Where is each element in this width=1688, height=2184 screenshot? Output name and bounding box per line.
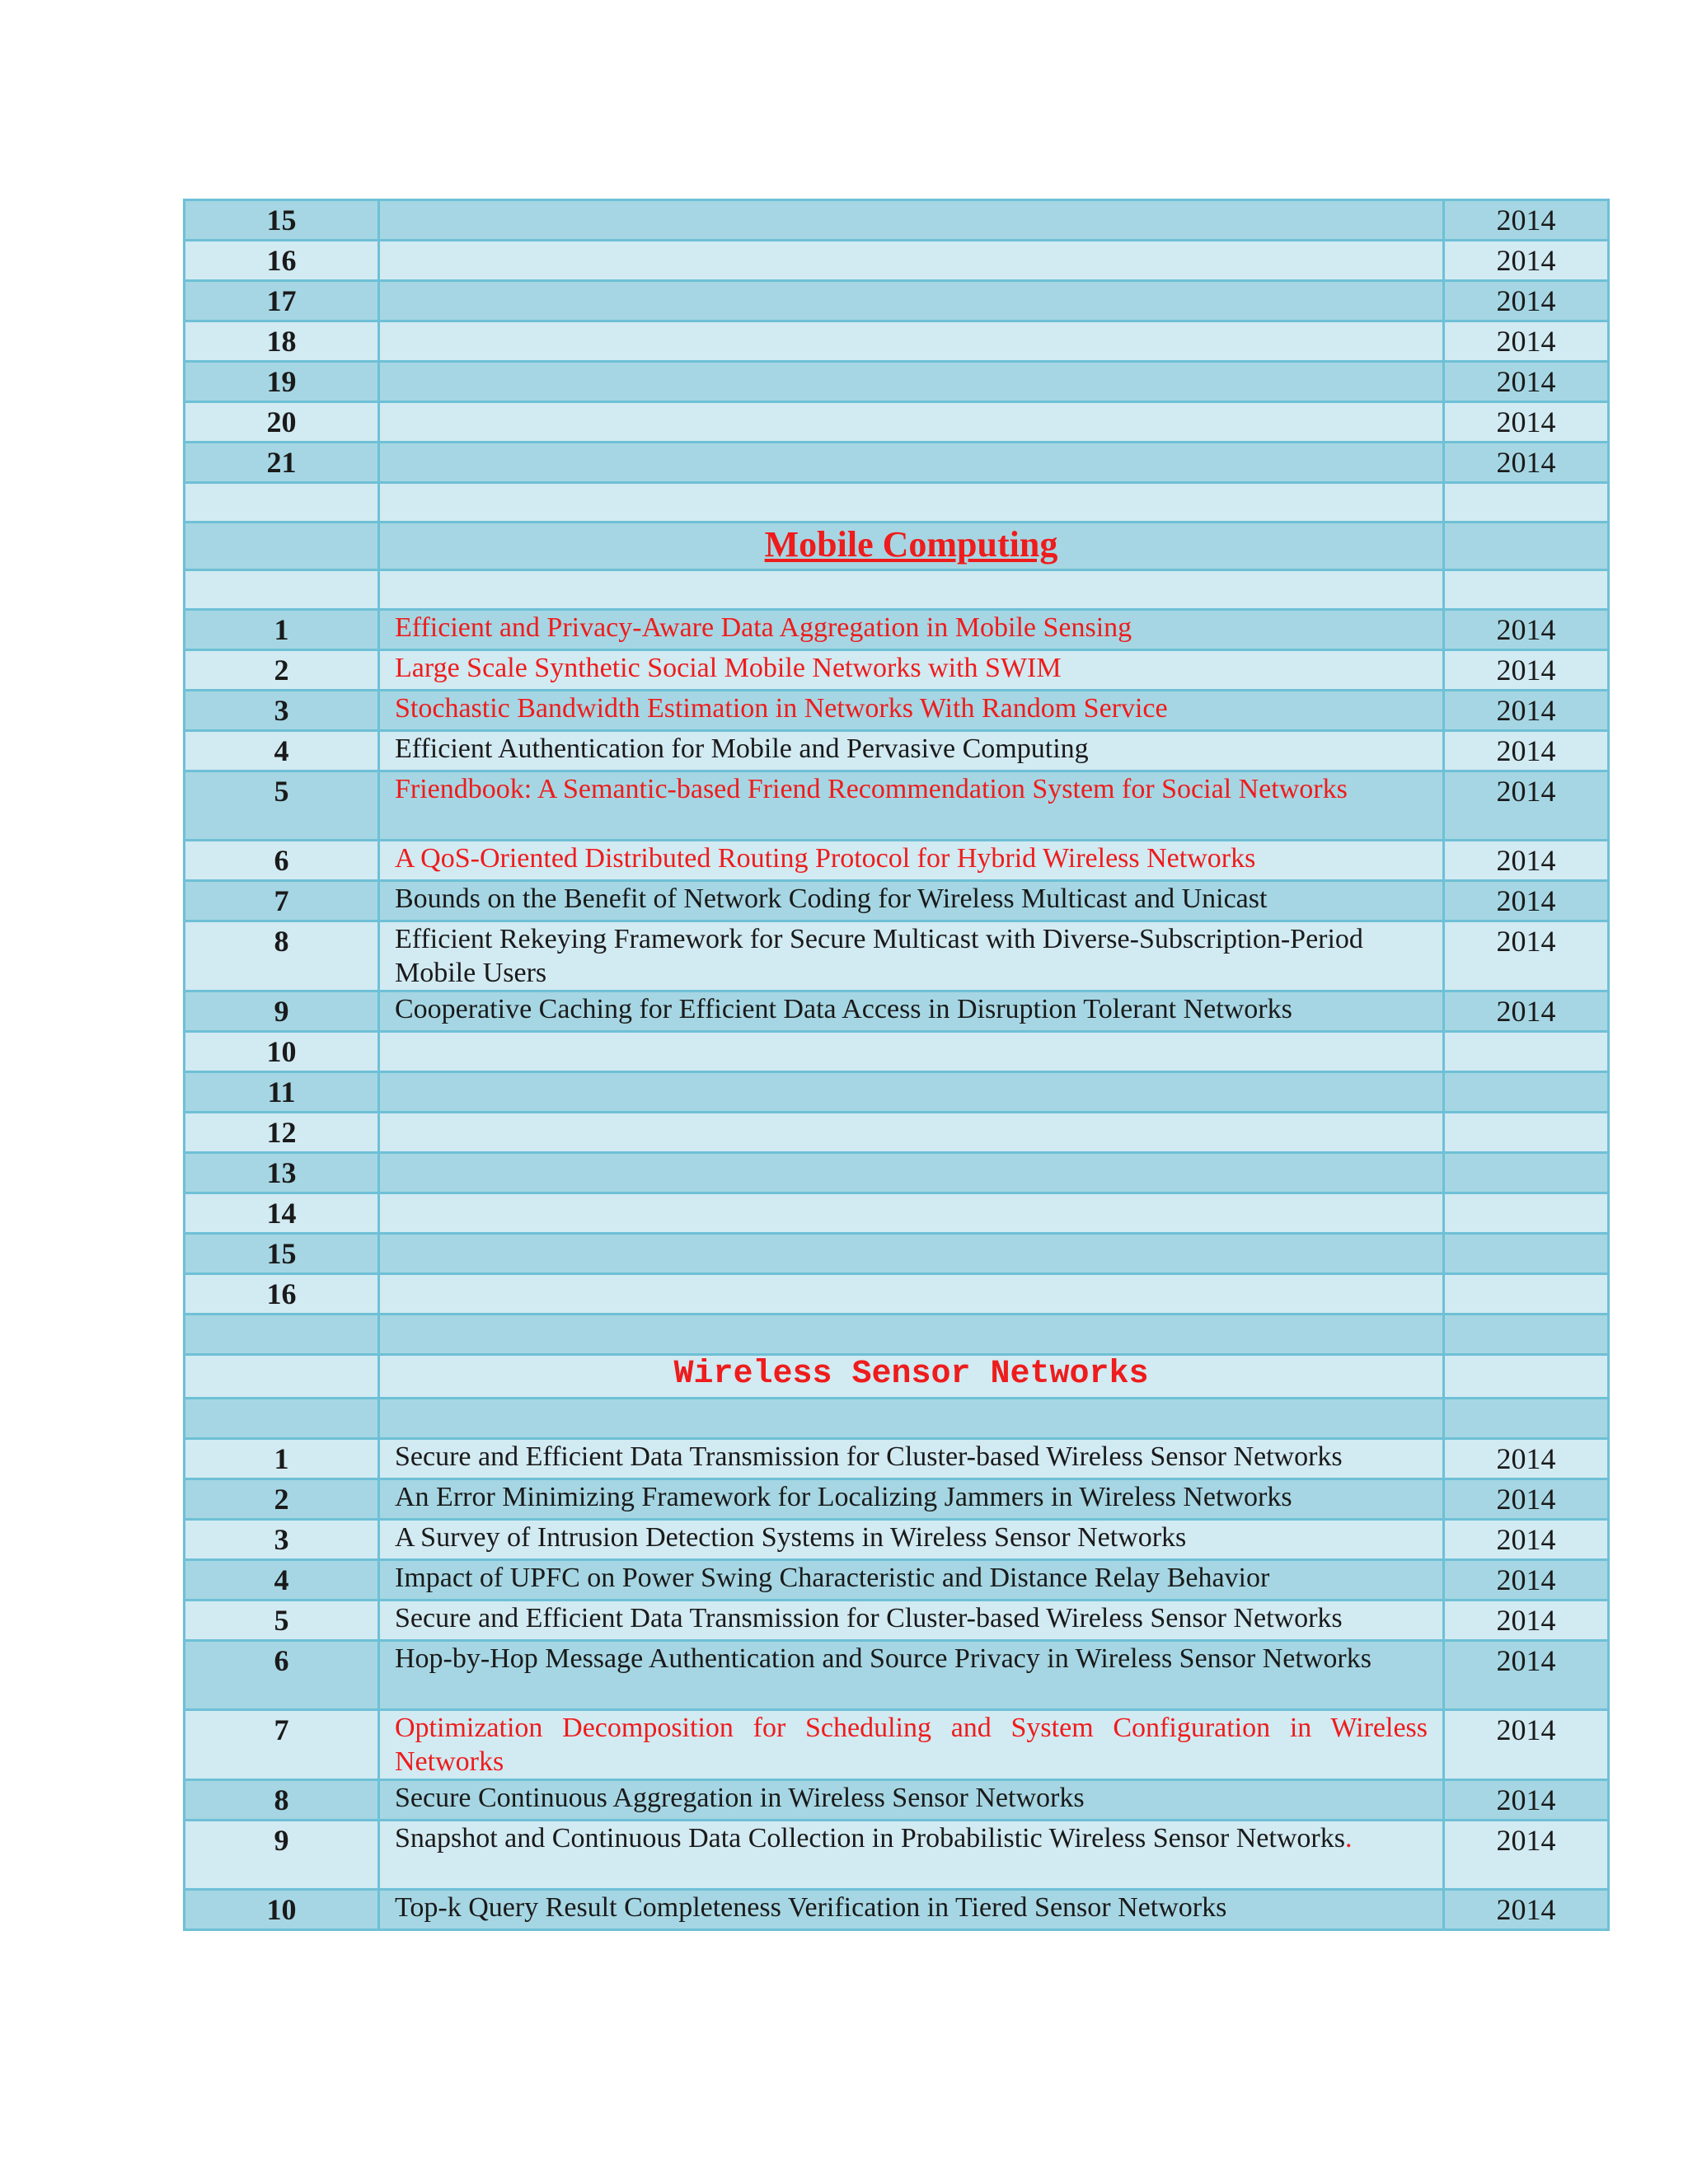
row-number: 9 <box>185 1821 379 1890</box>
project-year: 2014 <box>1444 731 1609 771</box>
project-year <box>1444 1072 1609 1113</box>
row-number: 6 <box>185 841 379 881</box>
project-title <box>379 241 1444 281</box>
row-number: 16 <box>185 241 379 281</box>
project-title: Efficient Rekeying Framework for Secure Multicast with Diverse-Subscription-Period Mobile Users <box>379 921 1444 991</box>
project-year <box>1444 1153 1609 1193</box>
section-heading-wireless-sensor-networks: Wireless Sensor Networks <box>379 1355 1444 1399</box>
table-row <box>185 1274 1609 1315</box>
project-year: 2014 <box>1444 1439 1609 1479</box>
project-title: Optimization Decomposition for Scheduling and System Configuration in Wireless Networks <box>379 1710 1444 1780</box>
table-row <box>185 731 1609 771</box>
title-suffix: . <box>1344 1823 1353 1854</box>
project-year: 2014 <box>1444 402 1609 443</box>
row-number: 17 <box>185 281 379 321</box>
project-title: Cooperative Caching for Efficient Data Access in Disruption Tolerant Networks <box>379 991 1444 1032</box>
row-number: 14 <box>185 1193 379 1234</box>
table-row <box>185 402 1609 443</box>
table-row <box>185 1193 1609 1234</box>
project-title: Bounds on the Benefit of Network Coding for Wireless Multicast and Unicast <box>379 881 1444 921</box>
project-year: 2014 <box>1444 200 1609 241</box>
table-row <box>185 691 1609 731</box>
table-row <box>185 1560 1609 1601</box>
project-title: Top-k Query Result Completeness Verification in Tiered Sensor Networks <box>379 1890 1444 1930</box>
table-row <box>185 881 1609 921</box>
table-row <box>185 1113 1609 1153</box>
row-number: 7 <box>185 881 379 921</box>
project-year: 2014 <box>1444 771 1609 841</box>
project-year: 2014 <box>1444 1710 1609 1780</box>
row-number: 3 <box>185 1520 379 1560</box>
table-row <box>185 1780 1609 1821</box>
project-year: 2014 <box>1444 610 1609 650</box>
row-number: 4 <box>185 1560 379 1601</box>
table-row <box>185 1072 1609 1113</box>
row-number: 1 <box>185 1439 379 1479</box>
table-row <box>185 362 1609 402</box>
project-year: 2014 <box>1444 1479 1609 1520</box>
project-year: 2014 <box>1444 650 1609 691</box>
table-row <box>185 443 1609 483</box>
project-year: 2014 <box>1444 1780 1609 1821</box>
project-title <box>379 1032 1444 1072</box>
table-row <box>185 610 1609 650</box>
row-number: 6 <box>185 1641 379 1710</box>
row-number: 21 <box>185 443 379 483</box>
project-year <box>1444 1113 1609 1153</box>
project-title <box>379 1113 1444 1153</box>
row-number: 2 <box>185 650 379 691</box>
project-title <box>379 1821 1444 1890</box>
table-row <box>185 921 1609 991</box>
table-row <box>185 991 1609 1032</box>
row-number: 2 <box>185 1479 379 1520</box>
project-year: 2014 <box>1444 1520 1609 1560</box>
project-title <box>379 1072 1444 1113</box>
project-title-text: Snapshot and Continuous Data Collection in Probabilistic Wireless Sensor Networks <box>395 1823 1345 1854</box>
row-number: 12 <box>185 1113 379 1153</box>
project-year: 2014 <box>1444 443 1609 483</box>
project-year: 2014 <box>1444 921 1609 991</box>
project-title <box>379 321 1444 362</box>
project-title: Large Scale Synthetic Social Mobile Networks with SWIM <box>379 650 1444 691</box>
section-header-row <box>185 1355 1609 1399</box>
row-number: 8 <box>185 921 379 991</box>
project-year <box>1444 1274 1609 1315</box>
project-year: 2014 <box>1444 841 1609 881</box>
project-title: Hop-by-Hop Message Authentication and Source Privacy in Wireless Sensor Networks <box>379 1641 1444 1710</box>
row-number: 3 <box>185 691 379 731</box>
project-title <box>379 443 1444 483</box>
table-row <box>185 241 1609 281</box>
project-year: 2014 <box>1444 881 1609 921</box>
table-row <box>185 1234 1609 1274</box>
project-title: Efficient Authentication for Mobile and Pervasive Computing <box>379 731 1444 771</box>
project-year: 2014 <box>1444 1601 1609 1641</box>
row-number: 10 <box>185 1890 379 1930</box>
table-row <box>185 1890 1609 1930</box>
project-title: A Survey of Intrusion Detection Systems in Wireless Sensor Networks <box>379 1520 1444 1560</box>
project-year: 2014 <box>1444 1560 1609 1601</box>
row-number: 9 <box>185 991 379 1032</box>
row-number: 4 <box>185 731 379 771</box>
table-row <box>185 1153 1609 1193</box>
project-year: 2014 <box>1444 1821 1609 1890</box>
table-row <box>185 281 1609 321</box>
project-title <box>379 1234 1444 1274</box>
project-title <box>379 281 1444 321</box>
project-year: 2014 <box>1444 991 1609 1032</box>
project-title: Stochastic Bandwidth Estimation in Networks With Random Service <box>379 691 1444 731</box>
row-number: 13 <box>185 1153 379 1193</box>
row-number: 7 <box>185 1710 379 1780</box>
table-row <box>185 1520 1609 1560</box>
project-year <box>1444 1193 1609 1234</box>
table-row <box>185 1821 1609 1890</box>
project-year: 2014 <box>1444 691 1609 731</box>
project-year <box>1444 1234 1609 1274</box>
project-title <box>379 1193 1444 1234</box>
row-number: 5 <box>185 771 379 841</box>
table-row <box>185 321 1609 362</box>
row-number: 18 <box>185 321 379 362</box>
table-row <box>185 771 1609 841</box>
project-title: Efficient and Privacy-Aware Data Aggregation in Mobile Sensing <box>379 610 1444 650</box>
table-row <box>185 1710 1609 1780</box>
project-title: An Error Minimizing Framework for Localizing Jammers in Wireless Networks <box>379 1479 1444 1520</box>
project-title <box>379 402 1444 443</box>
row-number: 19 <box>185 362 379 402</box>
project-title <box>379 1274 1444 1315</box>
row-number: 15 <box>185 1234 379 1274</box>
project-title <box>379 200 1444 241</box>
project-year: 2014 <box>1444 1890 1609 1930</box>
row-number: 20 <box>185 402 379 443</box>
project-title: Secure and Efficient Data Transmission for Cluster-based Wireless Sensor Networks <box>379 1439 1444 1479</box>
project-title: A QoS-Oriented Distributed Routing Protocol for Hybrid Wireless Networks <box>379 841 1444 881</box>
project-title: Impact of UPFC on Power Swing Characteristic and Distance Relay Behavior <box>379 1560 1444 1601</box>
spacer-row <box>185 1315 1609 1355</box>
project-year: 2014 <box>1444 321 1609 362</box>
project-title: Secure and Efficient Data Transmission for Cluster-based Wireless Sensor Networks <box>379 1601 1444 1641</box>
row-number: 15 <box>185 200 379 241</box>
project-title <box>379 362 1444 402</box>
project-title: Friendbook: A Semantic-based Friend Recommendation System for Social Networks <box>379 771 1444 841</box>
row-number: 8 <box>185 1780 379 1821</box>
project-year: 2014 <box>1444 1641 1609 1710</box>
project-year <box>1444 1032 1609 1072</box>
project-title: Secure Continuous Aggregation in Wireless Sensor Networks <box>379 1780 1444 1821</box>
table-row <box>185 1032 1609 1072</box>
row-number: 1 <box>185 610 379 650</box>
spacer-row <box>185 570 1609 610</box>
row-number: 10 <box>185 1032 379 1072</box>
table-row <box>185 1439 1609 1479</box>
project-title <box>379 1153 1444 1193</box>
project-year: 2014 <box>1444 362 1609 402</box>
section-header-row <box>185 523 1609 570</box>
table-row <box>185 841 1609 881</box>
project-year: 2014 <box>1444 281 1609 321</box>
table-row <box>185 1479 1609 1520</box>
table-row <box>185 1601 1609 1641</box>
row-number: 11 <box>185 1072 379 1113</box>
table-row <box>185 1641 1609 1710</box>
spacer-row <box>185 483 1609 523</box>
table-row <box>185 650 1609 691</box>
row-number: 5 <box>185 1601 379 1641</box>
section-heading-mobile-computing: Mobile Computing <box>379 523 1444 570</box>
row-number: 16 <box>185 1274 379 1315</box>
project-table <box>183 199 1610 1931</box>
spacer-row <box>185 1399 1609 1439</box>
table-row <box>185 200 1609 241</box>
project-year: 2014 <box>1444 241 1609 281</box>
